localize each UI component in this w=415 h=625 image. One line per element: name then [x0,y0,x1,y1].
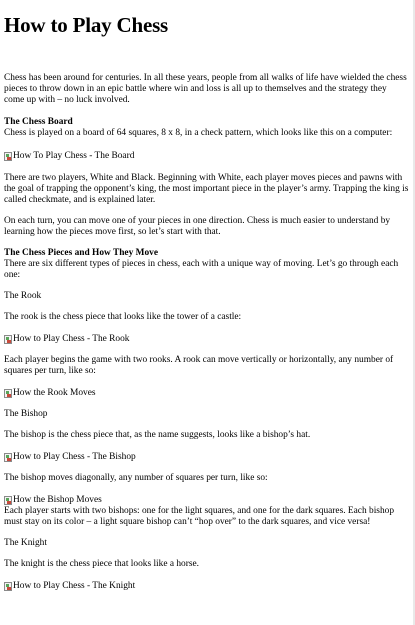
board-image-alt: How To Play Chess - The Board [13,150,135,161]
bishop-rule-paragraph: Each player starts with two bishops: one for the light squares, and one for the dark squares. Each bishop must stay on its color – a light square bishop can’t “hop over” to the dark squares, and vice versa! [4,506,395,527]
bishop-moves-image [4,494,409,506]
section-heading-chess-pieces: The Chess Pieces and How They Move [4,248,158,258]
article [4,0,409,592]
section-heading-chess-board: The Chess Board [4,117,73,127]
bishop-image [4,451,409,463]
board-paragraph: Chess is played on a board of 64 squares, 8 x 8, in a check pattern, which looks like this on a computer: [4,128,393,138]
rook-description: The rook is the chess piece that looks like the tower of a castle: [4,312,242,322]
broken-image-icon [4,389,12,398]
intro-paragraph: Chess has been around for centuries. In all these years, people from all walks of life have wielded the chess pieces to throw down in an epic battle where win and loss is all up to themselves and the strategy they come up with – no luck involved. [4,73,407,105]
page-title: How to Play Chess [4,13,169,37]
rook-moves-image-alt: How the Rook Moves [13,387,96,398]
rook-moves-paragraph: Each player begins the game with two rooks. A rook can move vertically or horizontally, any number of squares per turn, like so: [4,355,394,376]
rook-image-alt: How to Play Chess - The Rook [13,333,130,344]
board-image [4,150,409,162]
pieces-paragraph: There are six different types of pieces in chess, each with a unique way of moving. Let’s go through each one: [4,259,399,280]
broken-image-icon [4,496,12,505]
rook-moves-image [4,387,409,399]
bishop-moves-image-alt: How the Bishop Moves [13,494,102,505]
bishop-moves-paragraph: The bishop moves diagonally, any number of squares per turn, like so: [4,473,268,483]
knight-image-alt: How to Play Chess - The Knight [13,580,136,591]
rook-image [4,333,409,345]
players-paragraph: There are two players, White and Black. Beginning with White, each player moves pieces and pawns with the goal of trapping the opponent’s king, the most important piece in the player’s army. Trapping the king is called checkmate, and is explained later. [4,173,409,205]
broken-image-icon [4,152,12,161]
bishop-heading: The Bishop [4,409,48,419]
bishop-image-alt: How to Play Chess - The Bishop [13,451,136,462]
broken-image-icon [4,582,12,591]
bishop-description: The bishop is the chess piece that, as the name suggests, looks like a bishop’s hat. [4,430,311,440]
broken-image-icon [4,453,12,462]
knight-heading: The Knight [4,538,47,548]
knight-image [4,580,409,592]
broken-image-icon [4,335,12,344]
rook-heading: The Rook [4,291,42,301]
knight-description: The knight is the chess piece that looks like a horse. [4,559,200,569]
turns-paragraph: On each turn, you can move one of your pieces in one direction. Chess is much easier to understand by learning how the pieces move first, so let’s start with that. [4,216,391,237]
